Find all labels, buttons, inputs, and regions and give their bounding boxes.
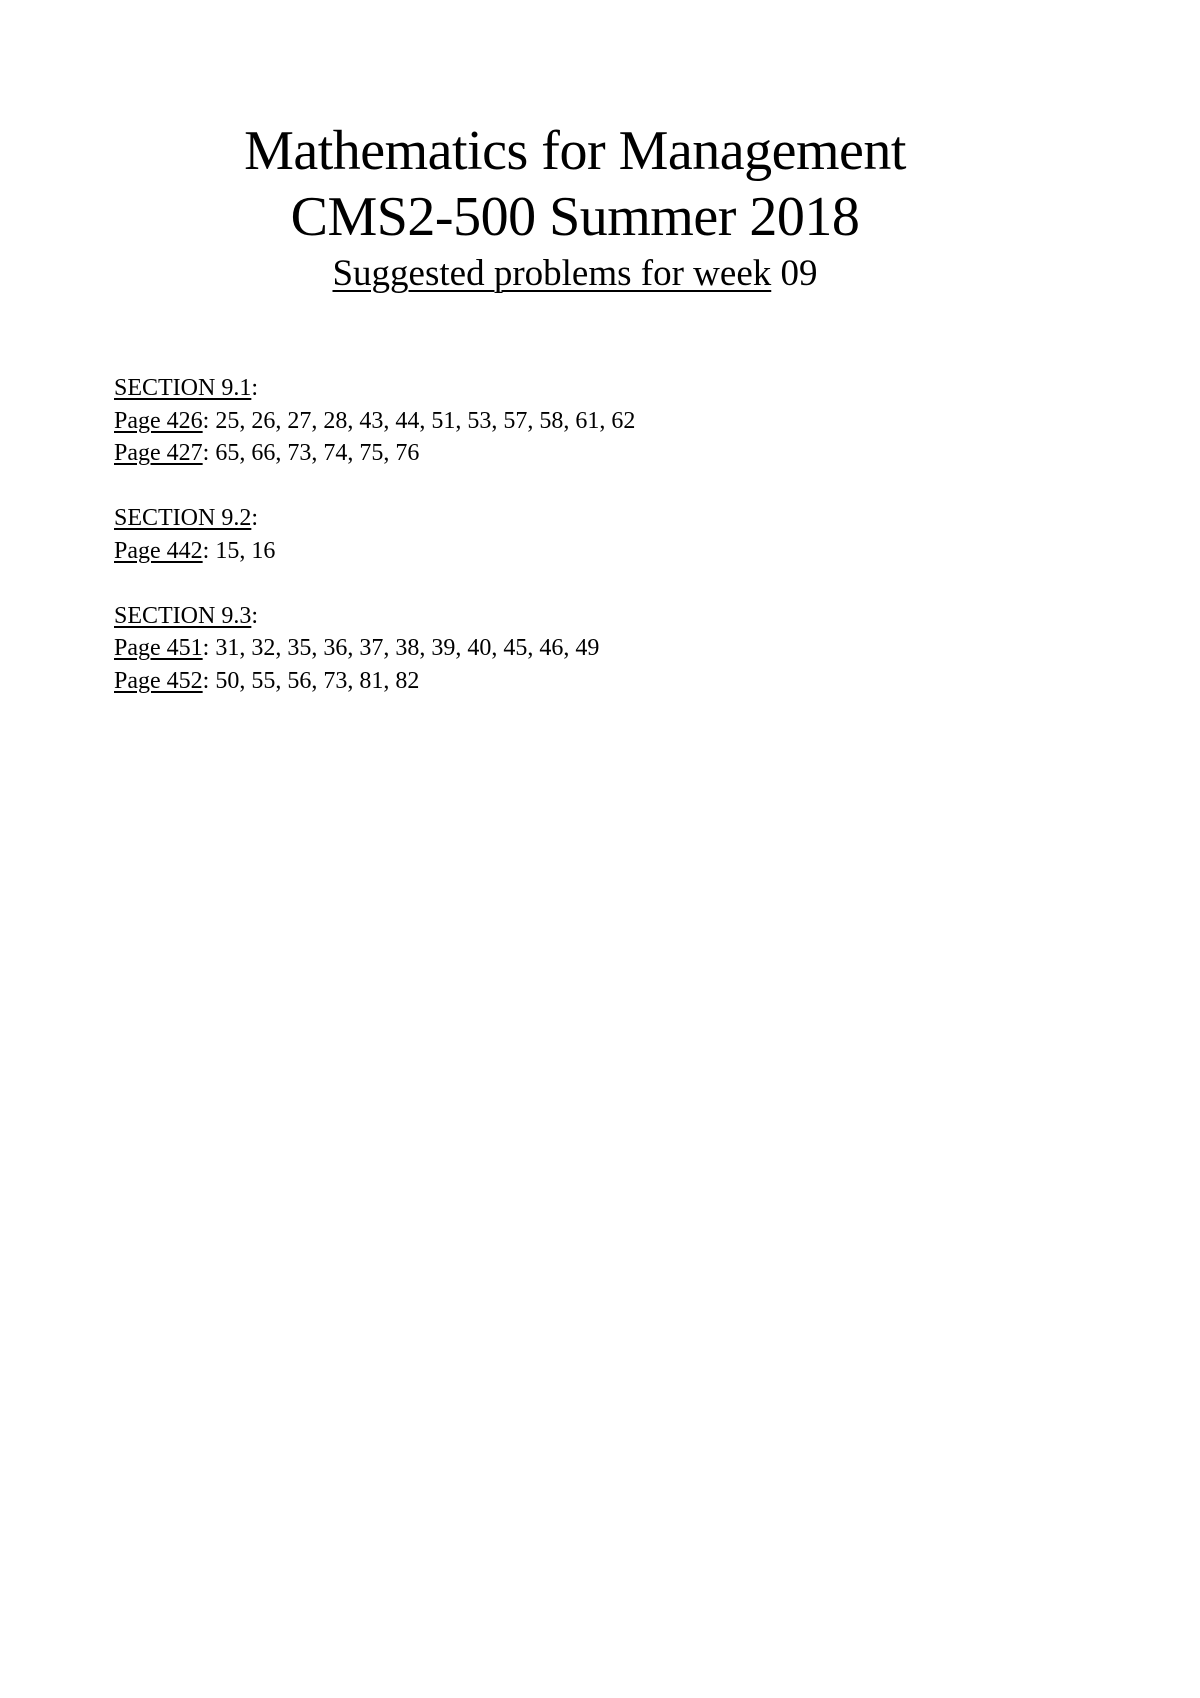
page-row: [114, 632, 635, 665]
document-header: [0, 118, 1150, 298]
section-heading: SECTION 9.1:: [114, 375, 259, 401]
page-reference: Page 451: [114, 635, 203, 661]
section-9-3: [114, 600, 635, 698]
page-row: [114, 535, 635, 568]
subtitle-label: Suggested problems for week: [332, 253, 772, 294]
page-reference: Page 427: [114, 440, 203, 466]
section-9-2: [114, 502, 635, 567]
page-reference: Page 442: [114, 537, 203, 564]
course-code-term: CMS2-500 Summer 2018: [290, 186, 860, 248]
page-row: [114, 665, 635, 698]
subtitle-week-number: 09: [771, 253, 818, 294]
problem-numbers: : 15, 16: [202, 537, 276, 564]
document-subtitle: [0, 250, 1150, 298]
section-heading: SECTION 9.2:: [114, 505, 259, 531]
problem-numbers: : 31, 32, 35, 36, 37, 38, 39, 40, 45, 46, 49: [202, 635, 600, 661]
problem-numbers: : 65, 66, 73, 74, 75, 76: [202, 440, 420, 466]
problem-numbers: : 25, 26, 27, 28, 43, 44, 51, 53, 57, 58, 61, 62: [202, 407, 636, 434]
page-reference: Page 426: [114, 407, 203, 434]
page-row: [114, 437, 635, 470]
section-9-1: [114, 372, 635, 470]
section-heading-label: SECTION 9.3: [114, 602, 252, 629]
problem-list: [114, 372, 635, 730]
course-title: Mathematics for Management: [244, 120, 906, 182]
section-heading-label: SECTION 9.1: [114, 375, 252, 401]
problem-numbers: : 50, 55, 56, 73, 81, 82: [202, 667, 420, 694]
section-heading: SECTION 9.3:: [114, 602, 259, 629]
section-heading-label: SECTION 9.2: [114, 505, 252, 531]
page-row: [114, 405, 635, 438]
page-reference: Page 452: [114, 667, 203, 694]
